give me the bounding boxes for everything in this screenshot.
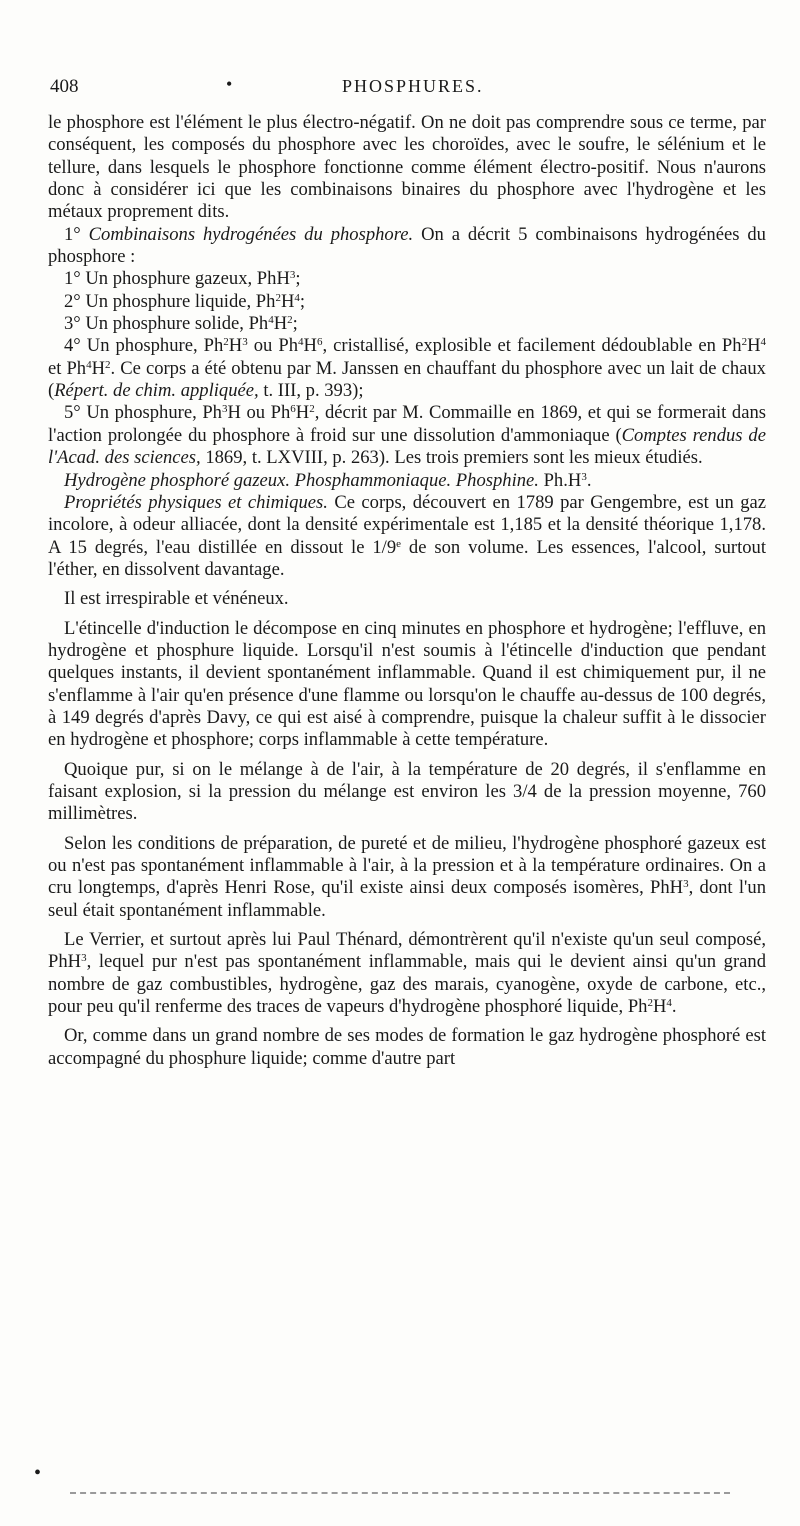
page-number: 408 (50, 76, 79, 97)
paragraph-toxicity: Il est irrespirable et vénéneux. (64, 588, 289, 610)
subheading-hydrogene-phosphore: Hydrogène phosphoré gazeux. Phosphammoniaque. Phosphine. $Ph.H^3$. (64, 469, 592, 491)
section-number: 1° (64, 223, 81, 245)
list-item-4: 4° Un phosphure, $Ph^2H^3$ ou $Ph^4H^6$, cristallisé, explosible et facilement dédoublable en $Ph^2H^4$ et $Ph^4H^2$. Ce corps a été obtenu par M. Janssen en chauffant du phosphore avec un lait de chaux (Répert. de chim. appliquée, t. III, p. 393); (48, 335, 767, 402)
list-item-1: 1° Un phosphure gazeux, PhH$^3$; (64, 268, 301, 290)
paragraph-intro: le phosphore est l'élément le plus électro-négatif. On ne doit pas comprendre sous ce terme, par conséquent, les composés du phosphore avec les choroïdes, avec le soufre, le sélénium et le tellure, dans lesquels le phosphore fonctionne comme élément électro-positif. Nous n'aurons donc à considérer ici que les combinaisons binaires du phosphore avec l'hydrogène et les métaux proprement dits. (48, 112, 766, 223)
paragraph-conditions: Selon les conditions de préparation, de pureté et de milieu, l'hydrogène phosphoré gazeux est ou n'est pas spontanément inflammable à l'air, à la pression et à la température ordinaires. On a cru longtemps, d'après Henri Rose, qu'il existe ainsi deux composés isomères, PhH$^3$, dont l'un seul était spontanément inflammable. (48, 832, 766, 921)
running-title: PHOSPHURES. (342, 76, 484, 96)
header-dot: • (226, 74, 233, 94)
footer-rule (70, 1492, 730, 1494)
page-header (50, 76, 755, 100)
section-text: On a décrit 5 combinaisons hydrogénées du phosphore : (48, 223, 766, 268)
footer-bullet: • (34, 1462, 42, 1484)
list-item-2: 2° Un phosphure liquide, $Ph^2H^4$; (64, 290, 306, 312)
list-item-3: 3° Un phosphure solide, $Ph^4H^2$; (64, 313, 298, 335)
citation: Répert. de chim. appliquée, (54, 380, 259, 402)
properties-title: Propriétés physiques et chimiques. (64, 491, 328, 513)
paragraph-explosion: Quoique pur, si on le mélange à de l'air, à la température de 20 degrés, il s'enflamme en faisant explosion, si la pression du mélange est environ les 3/4 de la pression moyenne, 760 millimètres. (48, 758, 766, 825)
list-item-5: 5° Un phosphure, Ph$^3$H ou $Ph^6H^2$, décrit par M. Commaille en 1869, et qui se formerait dans l'action prolongée du phosphore à froid sur une dissolution d'ammoniaque (Comptes rendus de l'Acad. des sciences, 1869, t. LXVIII, p. 263). Les trois premiers sont les mieux étudiés. (48, 402, 766, 469)
paragraph-continuation: Or, comme dans un grand nombre de ses modes de formation le gaz hydrogène phosphoré est accompagné du phosphure liquide; comme d'autre part (48, 1025, 766, 1069)
paragraph-le-verrier: Le Verrier, et surtout après lui Paul Thénard, démontrèrent qu'il n'existe qu'un seul composé, PhH$^3$, lequel pur n'est pas spontanément inflammable, mais qui le devient ainsi qu'un grand nombre de gaz combustibles, hydrogène, gaz des marais, cyanogène, oxyde de carbone, etc., pour peu qu'il renferme des traces de vapeurs d'hydrogène phosphoré liquide, $Ph^2H^4$. (48, 929, 766, 1018)
paragraph-properties: Propriétés physiques et chimiques. Ce corps, découvert en 1789 par Gengembre, est un gaz incolore, à odeur alliacée, dont la densité expérimentale est 1,185 et la densité théorique 1,178. A 15 degrés, l'eau distillée en dissout le 1/9e de son volume. Les essences, l'alcool, surtout l'éther, en dissolvent davantage. (48, 491, 766, 580)
page-body (48, 112, 766, 1070)
citation: Comptes rendus de l'Acad. des sciences, (48, 424, 766, 469)
section-title: Combinaisons hydrogénées du phosphore. (88, 223, 414, 245)
paragraph-section-1 (48, 224, 766, 269)
paragraph-induction: L'étincelle d'induction le décompose en cinq minutes en phosphore et hydrogène; l'effluve, en hydrogène et phosphure liquide. Lorsqu'il n'est soumis à l'étincelle d'induction que pendant quelques instants, il devient spontanément inflammable. Quand il est chimiquement pur, il ne s'enflamme à l'air qu'en présence d'une flamme ou lorsqu'on le chauffe au-dessus de 100 degrés, à 149 degrés d'après Davy, ce qui est aisé à comprendre, puisque la chaleur suffit à le dissocier en hydrogène et phosphore; corps inflammable à cette température. (48, 617, 766, 751)
